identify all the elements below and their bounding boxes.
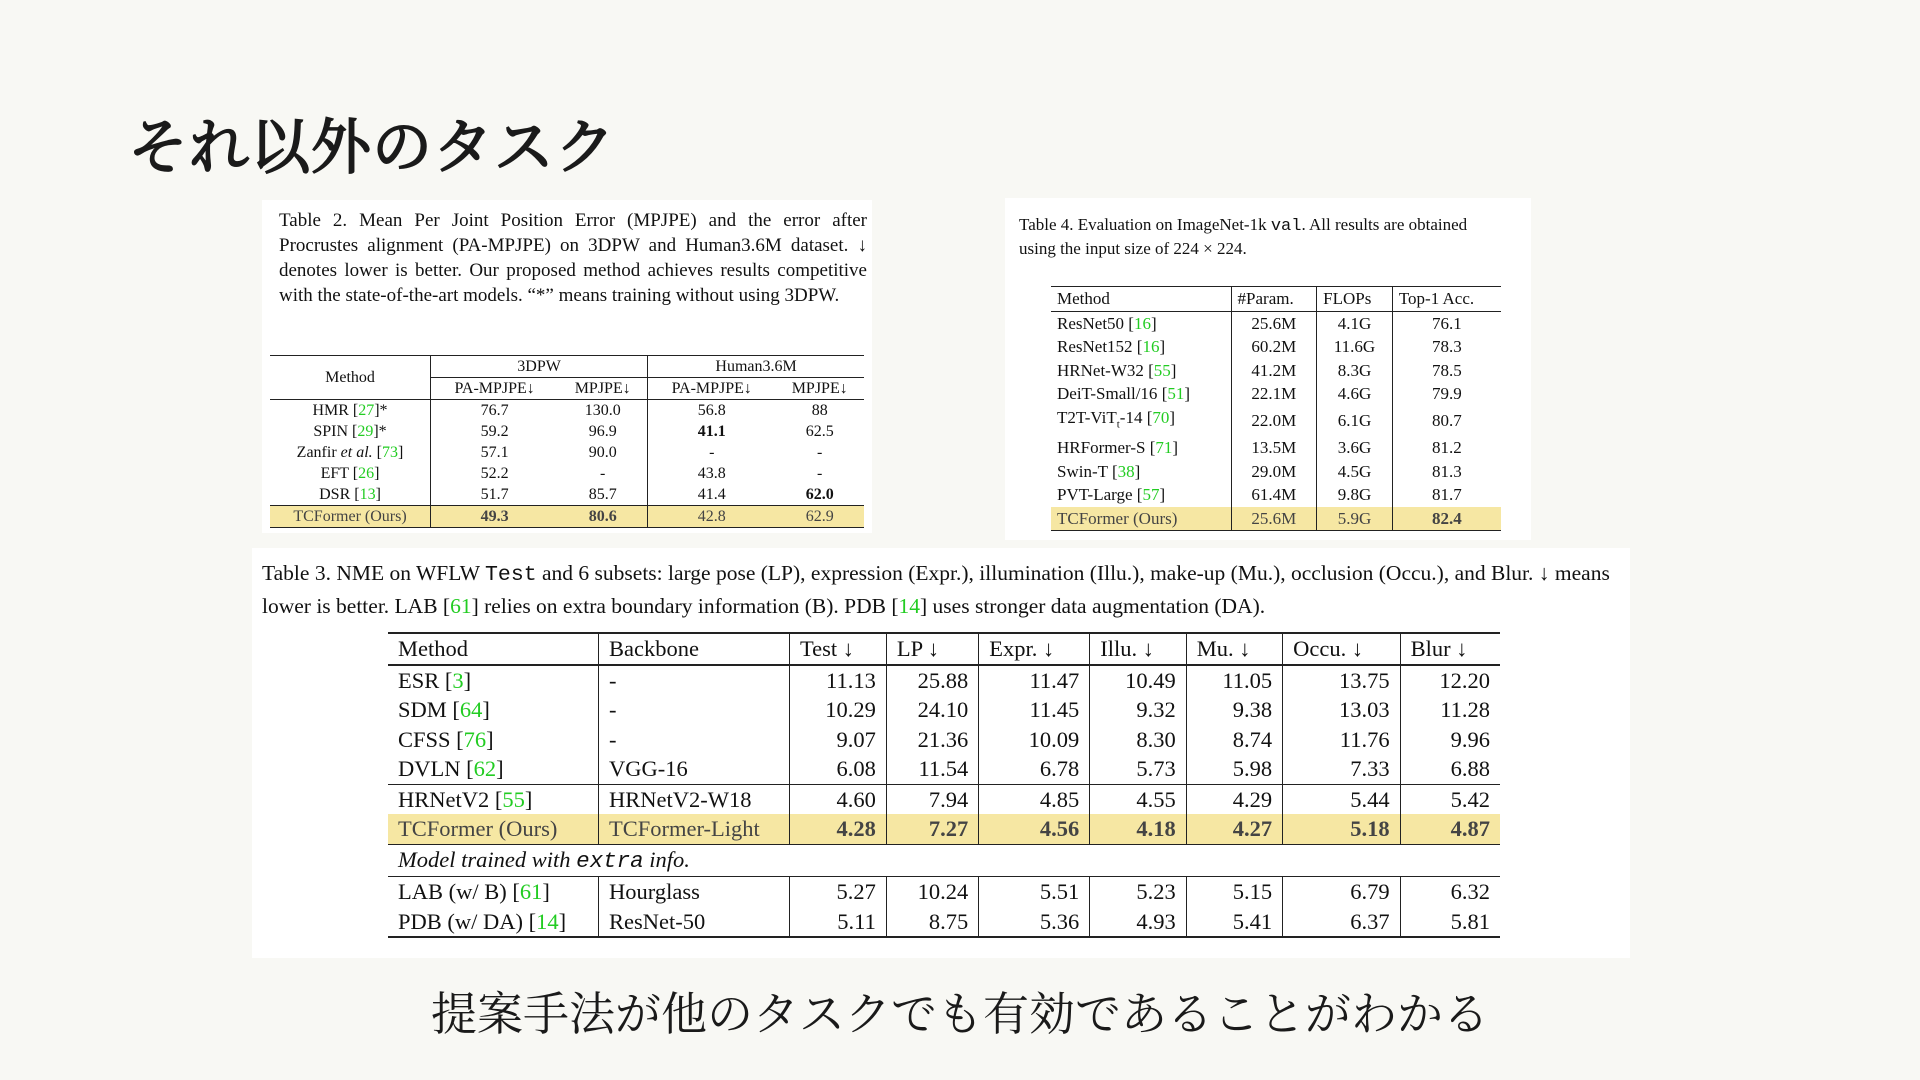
table3-panel	[252, 548, 1630, 958]
t2-header-pa-3dpw: PA-MPJPE↓	[431, 378, 559, 400]
table-row: ResNet152 [16] 60.2M 11.6G 78.3	[1051, 335, 1501, 359]
table-row: T2T-ViT$_t$-14 [70] 22.0M 6.1G 80.7	[1051, 406, 1501, 437]
table-row: LAB (w/ B) [61] Hourglass 5.27 10.24 5.51 5.23 5.15 6.79 6.32	[388, 877, 1500, 907]
table4-caption: Table 4. Evaluation on ImageNet-1k val. All results are obtained using the input size of 224 × 224.	[1019, 215, 1468, 259]
table-row: ESR [3] - 11.13 25.88 11.47 10.49 11.05 13.75 12.20	[388, 665, 1500, 696]
table-row: PVT-Large [57] 61.4M 9.8G 81.7	[1051, 483, 1501, 507]
table3	[388, 632, 1500, 938]
slide-title: それ以外のタスク	[128, 113, 616, 183]
t3-header-occu: Occu. ↓	[1283, 633, 1400, 665]
slide-conclusion: 提案手法が他のタスクでも有効であることがわかる	[431, 987, 1489, 1041]
table2-panel	[262, 200, 872, 533]
t4-header-param: #Param.	[1231, 287, 1317, 312]
table-row: SPIN [29]* 59.2 96.9 41.1 62.5	[313, 423, 834, 440]
t3-header-mu: Mu. ↓	[1186, 633, 1282, 665]
table2	[270, 355, 864, 528]
t4-header-method: Method	[1057, 289, 1110, 308]
t3-header-lp: LP ↓	[886, 633, 978, 665]
table-row-ours: TCFormer (Ours) 49.3 80.6 42.8 62.9	[270, 506, 864, 528]
table4	[1051, 286, 1501, 531]
t3-header-backbone: Backbone	[599, 633, 790, 665]
table-row: ResNet50 [16] 25.6M 4.1G 76.1	[1051, 311, 1501, 335]
table-row: HMR [27]* 76.7 130.0 56.8 88	[270, 400, 864, 422]
t4-header-acc: Top-1 Acc.	[1392, 287, 1501, 312]
t2-header-mp-h36m: MPJPE↓	[791, 380, 848, 397]
table2-caption: Table 2. Mean Per Joint Position Error (MPJPE) and the error after Procrustes alignment (PA-MPJPE) on 3DPW and Human3.6M dataset. ↓ denotes lower is better. Our proposed method achieves results competitive with the state-of-the-art models. “*” means training without using 3DPW.	[279, 210, 868, 307]
t2-header-3dpw: 3DPW	[431, 356, 648, 378]
table-row-ours: TCFormer (Ours) TCFormer-Light 4.28 7.27 4.56 4.18 4.27 5.18 4.87	[388, 814, 1500, 844]
t3-header-blur: Blur ↓	[1400, 633, 1500, 665]
table-row-ours: TCFormer (Ours) 25.6M 5.9G 82.4	[1051, 507, 1501, 531]
t3-header-test: Test ↓	[790, 633, 887, 665]
table-row: DVLN [62] VGG-16 6.08 11.54 6.78 5.73 5.98 7.33 6.88	[388, 754, 1500, 784]
t3-header-expr: Expr. ↓	[979, 633, 1090, 665]
table-row: Zanfir et al. [73] 57.1 90.0 - -	[296, 444, 823, 461]
t2-header-pa-h36m: PA-MPJPE↓	[648, 378, 776, 400]
t2-header-method: Method	[325, 369, 375, 386]
table-row: SDM [64] - 10.29 24.10 11.45 9.32 9.38 13.03 11.28	[388, 695, 1500, 725]
table-row: EFT [26] 52.2 - 43.8 -	[320, 465, 823, 482]
table-row: DeiT-Small/16 [51] 22.1M 4.6G 79.9	[1051, 382, 1501, 406]
table-section-label: Model trained with extra info.	[388, 844, 1500, 877]
t2-header-mp-3dpw: MPJPE↓	[574, 380, 631, 397]
table-row: CFSS [76] - 9.07 21.36 10.09 8.30 8.74 11.76 9.96	[388, 725, 1500, 755]
t4-header-flops: FLOPs	[1317, 287, 1393, 312]
table-row: Swin-T [38] 29.0M 4.5G 81.3	[1051, 460, 1501, 484]
t2-header-h36m: Human3.6M	[648, 356, 864, 378]
table3-caption: Table 3. NME on WFLW Test and 6 subsets: large pose (LP), expression (Expr.), illumination (Illu.), make-up (Mu.), occlusion (Occu.), and Blur. ↓ means lower is better. LAB [61] relies on extra boundary information (B). PDB [14] uses stronger data augmentation (DA).	[262, 561, 1610, 618]
t3-header-illu: Illu. ↓	[1090, 633, 1186, 665]
table-row: DSR [13] 51.7 85.7 41.4 62.0	[270, 484, 864, 506]
table4-panel	[1005, 198, 1531, 540]
t3-header-method: Method	[398, 636, 468, 661]
table-row: PDB (w/ DA) [14] ResNet-50 5.11 8.75 5.36 4.93 5.41 6.37 5.81	[388, 907, 1500, 938]
table-row: HRNetV2 [55] HRNetV2-W18 4.60 7.94 4.85 4.55 4.29 5.44 5.42	[388, 784, 1500, 814]
table-row: HRNet-W32 [55] 41.2M 8.3G 78.5	[1051, 359, 1501, 383]
table-row: HRFormer-S [71] 13.5M 3.6G 81.2	[1051, 436, 1501, 460]
